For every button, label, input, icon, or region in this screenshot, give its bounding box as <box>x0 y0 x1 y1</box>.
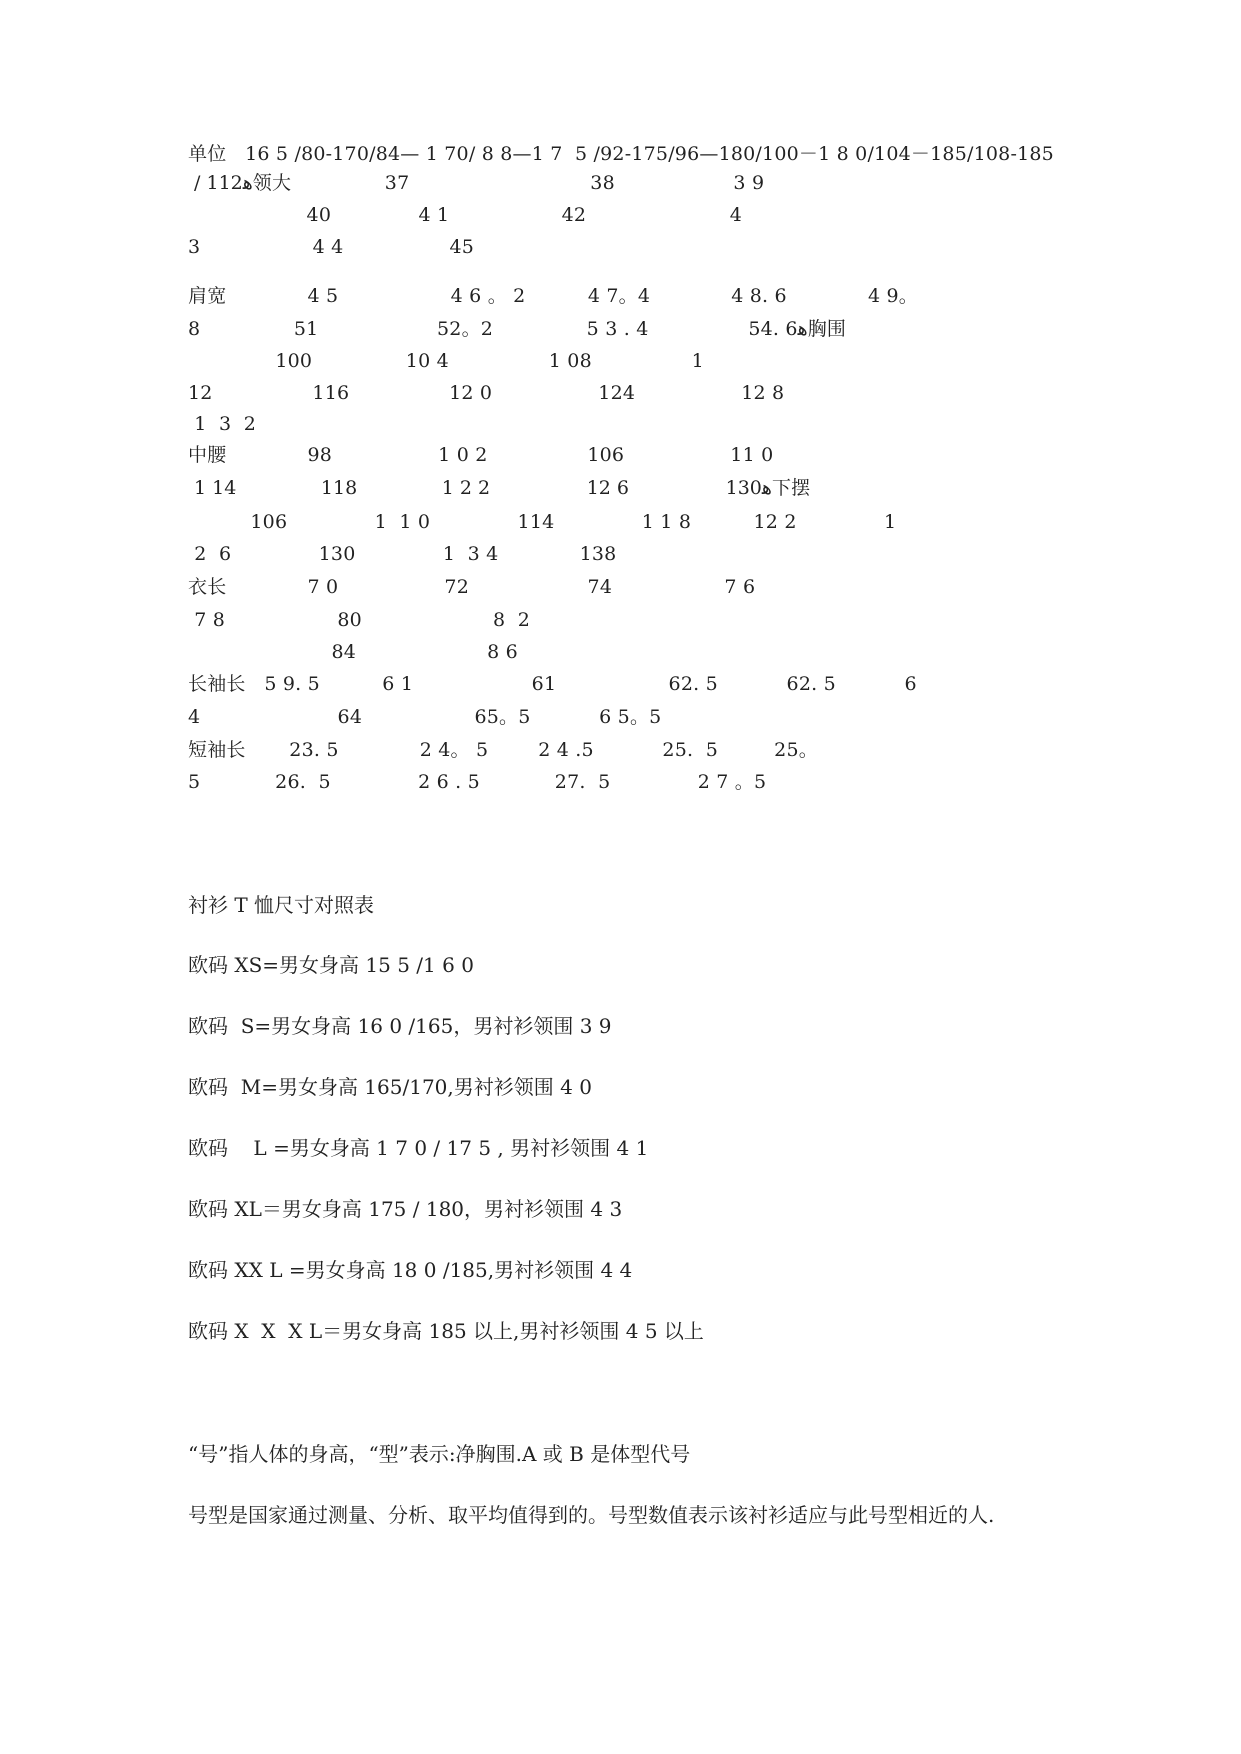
conversion-item: 欧码 XX L =男女身高 18 0 /185,男衬衫领围 4 4 <box>188 1258 633 1282</box>
size-table-line: 短袖长 23. 5 2 4。 5 2 4 .5 25. 5 25。 <box>188 739 818 761</box>
size-table-line: 3 4 4 45 <box>188 236 475 258</box>
size-table-line: 5 26. 5 2 6 . 5 27. 5 2 7 。5 <box>188 771 767 793</box>
size-table-line: 106 1 1 0 114 1 1 8 12 2 1 <box>188 511 897 533</box>
conversion-item: 欧码 L =男女身高 1 7 0 / 17 5 , 男衬衫领围 4 1 <box>188 1136 649 1160</box>
size-table-line: 单位 16 5 /80-170/84— 1 70/ 8 8—1 7 5 /92-175/96—180/100－1 8 0/104－185/108-185 <box>188 143 1054 165</box>
size-table-line: 2 6 130 1 3 4 138 <box>188 543 617 565</box>
size-table-line: 40 4 1 42 4 <box>188 204 742 226</box>
size-table-line: 8 51 52。2 5 3 . 4 54. 6ﻫ胸围 <box>188 318 847 340</box>
size-table-line: 84 8 6 <box>188 641 518 663</box>
conversion-item: 欧码 X X X L＝男女身高 185 以上,男衬衫领围 4 5 以上 <box>188 1319 704 1343</box>
note-paragraph: “号”指人体的身高，“型”表示:净胸围.A 或 B 是体型代号 <box>188 1442 691 1466</box>
size-table-line: 4 64 65。5 6 5。5 <box>188 706 662 728</box>
section-title: 衬衫 T 恤尺寸对照表 <box>188 893 375 917</box>
conversion-item: 欧码 S=男女身高 16 0 /165，男衬衫领围 3 9 <box>188 1014 612 1038</box>
size-table-line: 12 116 12 0 124 12 8 <box>188 382 785 404</box>
size-table-line: 长袖长 5 9. 5 6 1 61 62. 5 62. 5 6 <box>188 673 917 695</box>
size-table-line: 衣长 7 0 72 74 7 6 <box>188 576 756 598</box>
size-table-line: / 112ﻫ领大 37 38 3 9 <box>188 172 765 194</box>
conversion-item: 欧码 XS=男女身高 15 5 /1 6 0 <box>188 953 474 977</box>
conversion-item: 欧码 M=男女身高 165/170,男衬衫领围 4 0 <box>188 1075 592 1099</box>
size-table-line: 中腰 98 1 0 2 106 11 0 <box>188 444 774 466</box>
size-table-line: 7 8 80 8 2 <box>188 609 531 631</box>
size-table-line: 100 10 4 1 08 1 <box>188 350 704 372</box>
size-table-line: 1 14 118 1 2 2 12 6 130ﻫ下摆 <box>188 477 811 499</box>
size-table-line: 肩宽 4 5 4 6 。 2 4 7。4 4 8. 6 4 9。 <box>188 285 918 307</box>
size-table-line: 1 3 2 <box>188 413 257 435</box>
conversion-item: 欧码 XL＝男女身高 175 / 180，男衬衫领围 4 3 <box>188 1197 623 1221</box>
note-paragraph: 号型是国家通过测量、分析、取平均值得到的。号型数值表示该衬衫适应与此号型相近的人. <box>188 1503 995 1527</box>
